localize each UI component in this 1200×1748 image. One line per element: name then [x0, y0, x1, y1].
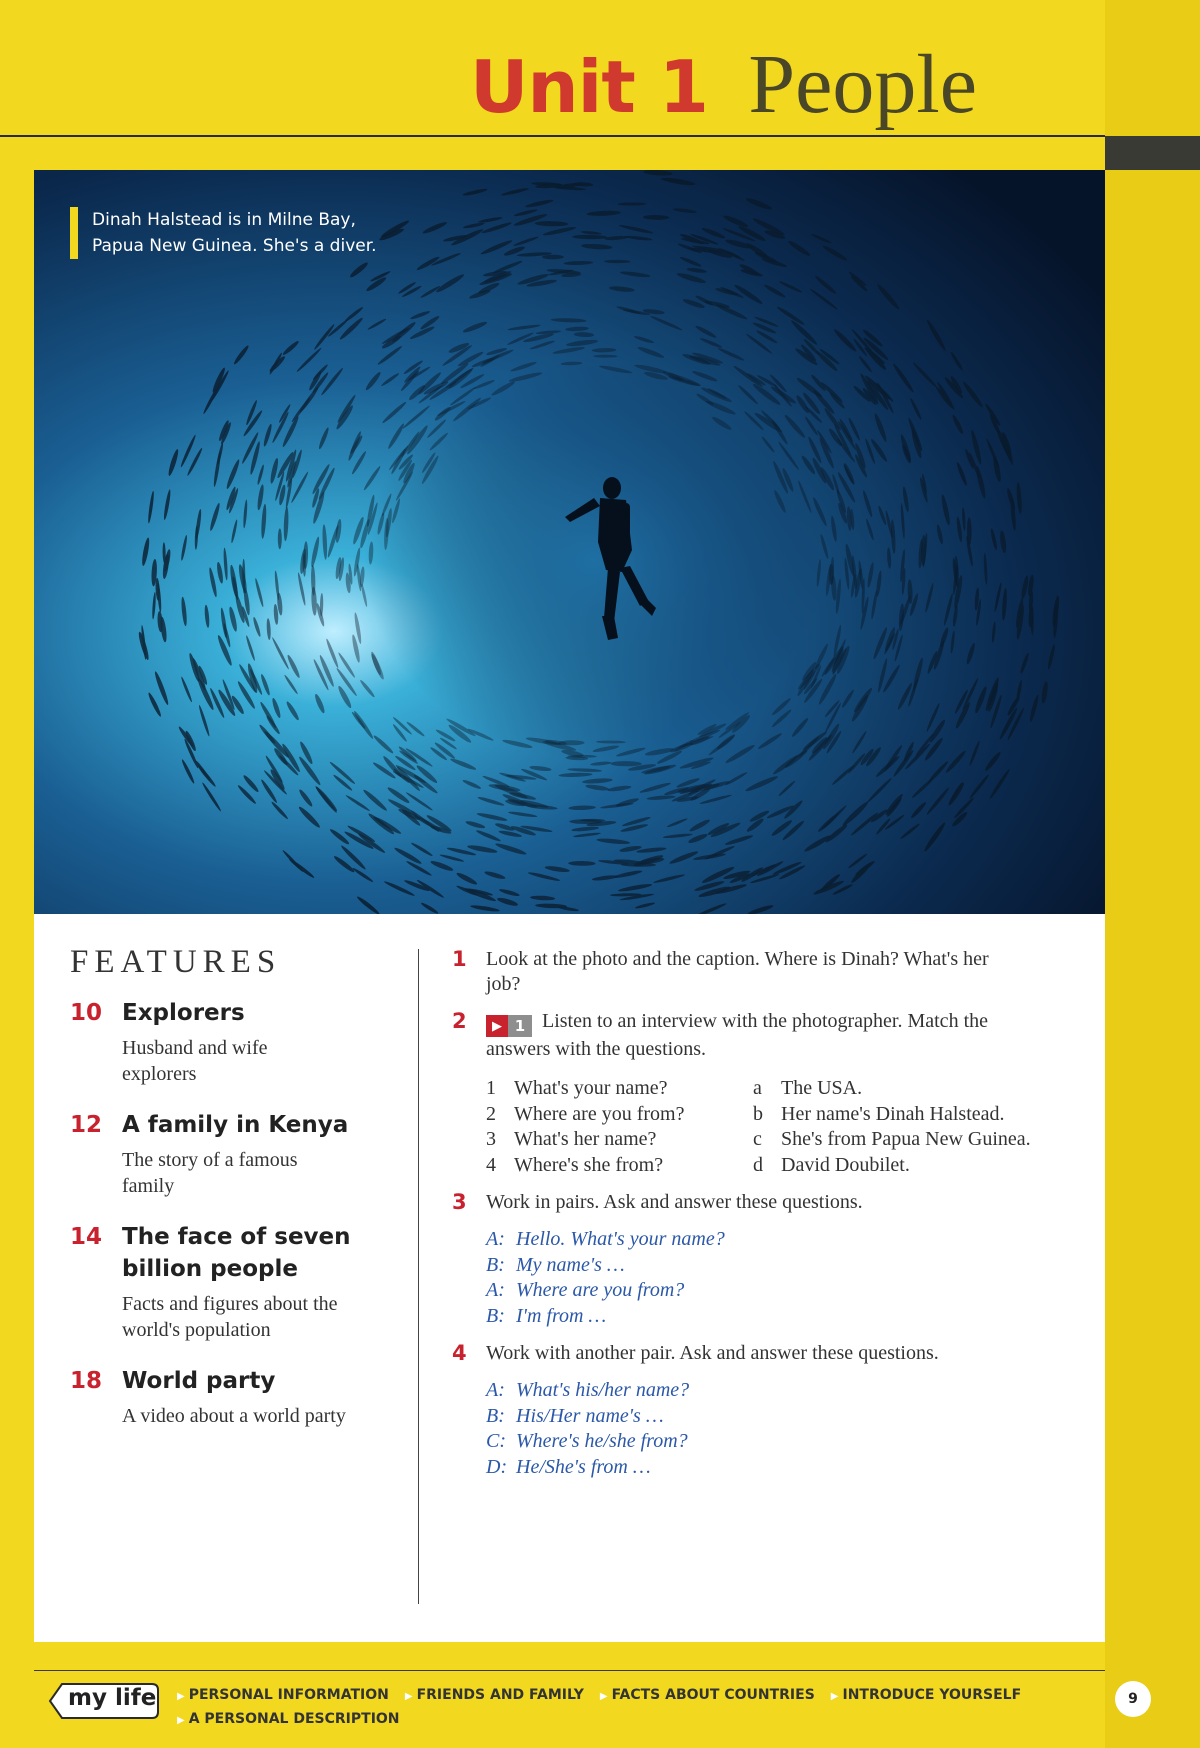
- photo-caption: [70, 207, 377, 259]
- answer-row: [753, 1127, 1031, 1153]
- question-number: 3: [486, 1128, 496, 1150]
- dialogue-text: He/She's from …: [516, 1455, 651, 1478]
- speaker-label: B:: [486, 1404, 505, 1427]
- dialogue-text: Where's he/she from?: [516, 1430, 688, 1452]
- answer-row: [753, 1102, 1031, 1128]
- question-text: What's your name?: [514, 1077, 668, 1099]
- dialogue-line: [486, 1378, 1092, 1404]
- answers-column: [753, 1076, 1031, 1178]
- answer-letter: d: [753, 1153, 763, 1176]
- exercise-1: [452, 947, 1092, 997]
- dialogue: [486, 1227, 1092, 1329]
- speaker-label: B:: [486, 1253, 505, 1276]
- exercise-instruction: [486, 947, 1092, 997]
- question-row: [486, 1102, 753, 1128]
- play-icon: ▶: [486, 1015, 508, 1037]
- feature-page-number: 18: [70, 1368, 103, 1394]
- matching-table: [486, 1076, 1092, 1178]
- footer-link[interactable]: ▶ INTRODUCE YOURSELF: [831, 1687, 1021, 1703]
- page-number: 9: [1115, 1681, 1151, 1717]
- feature-title: World party: [122, 1368, 276, 1394]
- unit-title: [470, 36, 977, 133]
- exercise-instruction: Work with another pair. Ask and answer these questions.: [486, 1342, 939, 1364]
- feature-description: [122, 1291, 351, 1343]
- speaker-label: C:: [486, 1430, 506, 1452]
- dialogue-line: [486, 1278, 1092, 1304]
- exercise-number: 1: [452, 947, 467, 971]
- answer-letter: a: [753, 1077, 762, 1099]
- dialogue-line: [486, 1429, 1092, 1455]
- dialogue-line: [486, 1455, 1092, 1481]
- question-text: Where are you from?: [514, 1102, 685, 1125]
- feature-description: [122, 1403, 346, 1429]
- unit-label: Unit 1: [469, 45, 708, 129]
- answer-row: [753, 1076, 1031, 1102]
- footer-links-row: [177, 1707, 1057, 1731]
- dialogue-text: What's his/her name?: [516, 1379, 690, 1401]
- footer-link[interactable]: ▶ FRIENDS AND FAMILY: [405, 1687, 584, 1703]
- instruction-line: job?: [486, 973, 521, 995]
- dialogue-line: [486, 1304, 1092, 1330]
- feature-description-line: world's population: [122, 1319, 271, 1341]
- exercise-4: [452, 1341, 1092, 1480]
- exercise-instruction: Work in pairs. Ask and answer these questions.: [486, 1191, 863, 1213]
- question-row: [486, 1076, 753, 1102]
- feature-title-line: The face of seven: [122, 1224, 351, 1250]
- feature-title-line: billion people: [122, 1256, 298, 1282]
- answer-text: Her name's Dinah Halstead.: [781, 1102, 1005, 1125]
- caption-line-1: Dinah Halstead is in Milne Bay,: [92, 210, 356, 230]
- dialogue-line: [486, 1404, 1092, 1430]
- answer-text: David Doubilet.: [781, 1153, 910, 1176]
- features-column: [70, 944, 400, 1451]
- fish: [278, 528, 282, 549]
- dialogue-line: [486, 1253, 1092, 1279]
- caption-line-2: Papua New Guinea. She's a diver.: [92, 236, 377, 256]
- speaker-label: B:: [486, 1304, 505, 1327]
- question-text: Where's she from?: [514, 1153, 664, 1176]
- exercise-number: 2: [452, 1009, 467, 1033]
- dialogue-text: Hello. What's your name?: [516, 1228, 725, 1250]
- answer-text: She's from Papua New Guinea.: [781, 1128, 1031, 1150]
- feature-item[interactable]: [70, 997, 400, 1087]
- feature-item[interactable]: [70, 1365, 400, 1429]
- feature-description: [122, 1035, 268, 1087]
- dialogue-text: His/Her name's …: [516, 1404, 664, 1427]
- content-panel: [34, 914, 1105, 1642]
- speaker-label: A:: [486, 1228, 505, 1250]
- question-row: [486, 1127, 753, 1153]
- answer-text: The USA.: [781, 1077, 863, 1099]
- exercise-2: [452, 1009, 1092, 1178]
- feature-title: A family in Kenya: [122, 1112, 349, 1138]
- dialogue-line: [486, 1227, 1092, 1253]
- instruction-line: [486, 1009, 1092, 1037]
- feature-description-line: family: [122, 1175, 175, 1197]
- footer-links: [177, 1683, 1057, 1731]
- question-row: [486, 1153, 753, 1179]
- feature-title: Explorers: [122, 1000, 245, 1026]
- exercise-number: 4: [452, 1341, 467, 1365]
- feature-page-number: 14: [70, 1224, 103, 1250]
- unit-photo: [34, 170, 1105, 914]
- exercise-number: 3: [452, 1190, 467, 1214]
- question-text: What's her name?: [514, 1128, 657, 1150]
- instruction-line: Look at the photo and the caption. Where is Dinah? What's her: [486, 948, 989, 970]
- instruction-line: answers with the questions.: [486, 1038, 706, 1060]
- feature-description-line: The story of a famous: [122, 1149, 298, 1171]
- my-life-badge: [48, 1682, 160, 1720]
- my-life-label: my life: [68, 1685, 157, 1711]
- feature-item[interactable]: [70, 1109, 400, 1199]
- questions-column: [486, 1076, 753, 1178]
- footer-link[interactable]: ▶ PERSONAL INFORMATION: [177, 1687, 389, 1703]
- speaker-label: A:: [486, 1279, 505, 1301]
- exercise-3: [452, 1190, 1092, 1329]
- answer-letter: c: [753, 1128, 762, 1150]
- dialogue-text: Where are you from?: [516, 1279, 685, 1301]
- audio-track-number: 1: [508, 1015, 532, 1037]
- exercises-column: [452, 947, 1092, 1492]
- page-edge-tab: [1105, 136, 1200, 170]
- audio-track-button[interactable]: [486, 1015, 532, 1037]
- footer-link[interactable]: ▶ FACTS ABOUT COUNTRIES: [600, 1687, 815, 1703]
- dialogue-text: My name's …: [516, 1253, 625, 1276]
- feature-description-line: A video about a world party: [122, 1405, 346, 1427]
- dialogue: [486, 1378, 1092, 1480]
- answer-row: [753, 1153, 1031, 1179]
- feature-description-line: explorers: [122, 1063, 197, 1085]
- feature-item[interactable]: [70, 1221, 400, 1343]
- unit-name: People: [748, 38, 977, 131]
- unit-header: [0, 0, 1105, 136]
- feature-description-line: Facts and figures about the: [122, 1293, 338, 1315]
- page-edge-strip: [1105, 0, 1200, 1748]
- footer-rule: [34, 1670, 1105, 1671]
- question-number: 4: [486, 1153, 496, 1176]
- answer-letter: b: [753, 1102, 763, 1125]
- column-divider: [418, 949, 419, 1604]
- feature-page-number: 10: [70, 1000, 103, 1026]
- header-rule: [0, 135, 1105, 137]
- feature-description-line: Husband and wife: [122, 1037, 268, 1059]
- question-number: 1: [486, 1077, 496, 1099]
- speaker-label: D:: [486, 1455, 508, 1478]
- question-number: 2: [486, 1102, 496, 1125]
- footer-link[interactable]: ▶ A PERSONAL DESCRIPTION: [177, 1711, 400, 1727]
- exercise-instruction: [486, 1009, 1092, 1062]
- features-heading: FEATURES: [70, 944, 282, 980]
- feature-page-number: 12: [70, 1112, 103, 1138]
- footer-links-row: [177, 1683, 1057, 1707]
- dialogue-text: I'm from …: [516, 1304, 607, 1327]
- speaker-label: A:: [486, 1379, 505, 1401]
- instruction-text: Listen to an interview with the photographer. Match the: [542, 1010, 988, 1032]
- feature-description: [122, 1147, 348, 1199]
- feature-title: [122, 1221, 351, 1285]
